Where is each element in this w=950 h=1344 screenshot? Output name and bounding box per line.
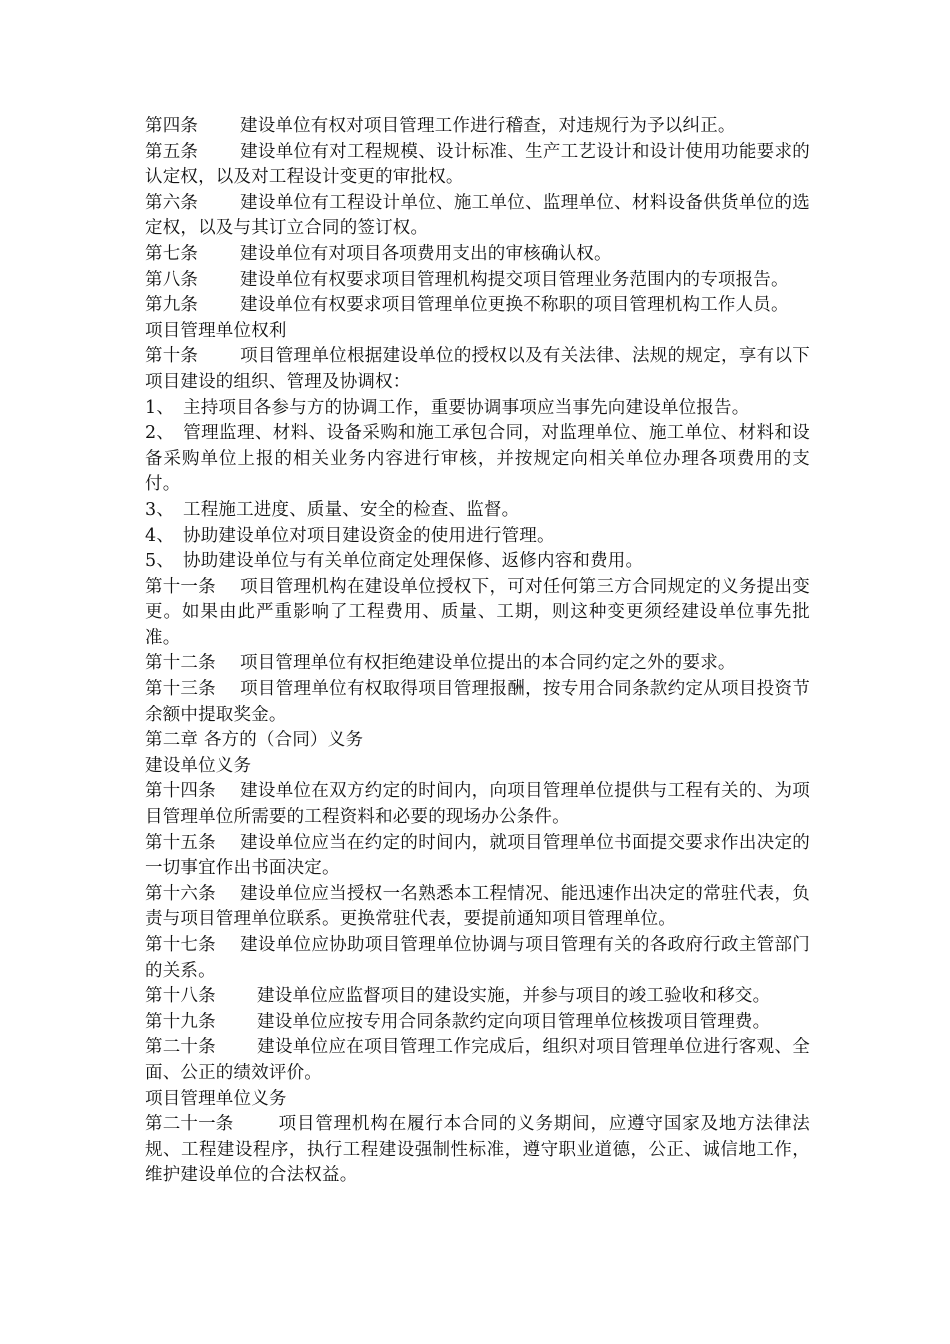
article-16 xyxy=(145,882,810,933)
article-text: 建设单位有权要求项目管理单位更换不称职的项目管理机构工作人员。 xyxy=(240,295,789,316)
article-text: 项目管理机构在履行本合同的义务期间，应遵守国家及地方法律法规、工程建设程序，执行工程建设强制性标准，遵守职业道德，公正、诚信地工作，维护建设单位的合法权益。 xyxy=(145,1114,810,1186)
article-9 xyxy=(145,293,810,319)
article-8 xyxy=(145,268,810,294)
article-text: 建设单位有工程设计单位、施工单位、监理单位、材料设备供货单位的选定权，以及与其订立合同的签订权。 xyxy=(145,192,810,239)
article-text: 建设单位应按专用合同条款约定向项目管理单位核拨项目管理费。 xyxy=(257,1011,771,1032)
list-item xyxy=(145,549,810,575)
article-text: 建设单位应协助项目管理单位协调与项目管理有关的各政府行政主管部门的关系。 xyxy=(145,935,810,981)
document-body xyxy=(145,114,810,1189)
article-label: 第十条 xyxy=(145,346,199,367)
article-text: 建设单位在双方约定的时间内，向项目管理单位提供与工程有关的、为项目管理单位所需要的工程资料和必要的现场办公条件。 xyxy=(145,781,810,828)
article-19 xyxy=(145,1010,810,1036)
article-label: 第十五条 xyxy=(145,832,216,853)
article-text: 建设单位有权要求项目管理机构提交项目管理业务范围内的专项报告。 xyxy=(240,269,789,290)
article-text: 建设单位应在项目管理工作完成后，组织对项目管理单位进行客观、全面、公正的绩效评价。 xyxy=(145,1037,810,1083)
article-text: 建设单位有对项目各项费用支出的审核确认权。 xyxy=(240,243,612,264)
list-item xyxy=(145,498,810,524)
article-label: 第十一条 xyxy=(145,576,216,597)
article-12 xyxy=(145,651,810,677)
article-label: 第六条 xyxy=(145,192,199,213)
list-text: 管理监理、材料、设备采购和施工承包合同，对监理单位、施工单位、材料和设备采购单位上报的相关业务内容进行审核，并按规定向相关单位办理各项费用的支付。 xyxy=(145,423,810,495)
article-label: 第十六条 xyxy=(145,883,216,904)
article-label: 第十八条 xyxy=(145,986,216,1007)
article-label: 第四条 xyxy=(145,116,199,136)
article-label: 第五条 xyxy=(145,141,199,162)
article-18 xyxy=(145,984,810,1010)
list-number: 2、 xyxy=(145,423,175,444)
article-text: 建设单位有对工程规模、设计标准、生产工艺设计和设计使用功能要求的认定权，以及对工程设计变更的审批权。 xyxy=(145,141,810,188)
list-text: 工程施工进度、质量、安全的检查、监督。 xyxy=(183,499,520,520)
article-label: 第二十一条 xyxy=(145,1114,234,1135)
article-5 xyxy=(145,140,810,191)
list-number: 4、 xyxy=(145,525,175,546)
article-text: 建设单位应监督项目的建设实施，并参与项目的竣工验收和移交。 xyxy=(257,986,771,1007)
article-text: 项目管理单位根据建设单位的授权以及有关法律、法规的规定，享有以下项目建设的组织、管理及协调权： xyxy=(145,346,810,392)
list-text: 协助建设单位对项目建设资金的使用进行管理。 xyxy=(183,525,555,546)
article-label: 第九条 xyxy=(145,295,199,316)
article-text: 建设单位有权对项目管理工作进行稽查，对违规行为予以纠正。 xyxy=(240,116,736,136)
article-13 xyxy=(145,677,810,728)
article-label: 第十二条 xyxy=(145,653,216,674)
section-heading: 项目管理单位义务 xyxy=(145,1088,287,1109)
list-number: 1、 xyxy=(145,397,175,418)
list-number: 5、 xyxy=(145,551,175,572)
article-text: 建设单位应当在约定的时间内，就项目管理单位书面提交要求作出决定的一切事宜作出书面决定。 xyxy=(145,832,810,879)
list-item xyxy=(145,421,810,498)
article-14 xyxy=(145,779,810,830)
list-text: 主持项目各参与方的协调工作，重要协调事项应当事先向建设单位报告。 xyxy=(183,397,750,418)
article-6 xyxy=(145,191,810,242)
article-text: 建设单位应当授权一名熟悉本工程情况、能迅速作出决定的常驻代表，负责与项目管理单位联系。更换常驻代表，要提前通知项目管理单位。 xyxy=(145,883,810,930)
article-21 xyxy=(145,1112,810,1189)
article-4 xyxy=(145,114,810,140)
article-label: 第十四条 xyxy=(145,781,216,802)
article-10 xyxy=(145,344,810,395)
article-text: 项目管理机构在建设单位授权下，可对任何第三方合同规定的义务提出变更。如果由此严重影响了工程费用、质量、工期，则这种变更须经建设单位事先批准。 xyxy=(145,576,810,648)
list-item xyxy=(145,396,810,422)
section-heading: 建设单位义务 xyxy=(145,755,252,776)
article-text: 项目管理单位有权取得项目管理报酬，按专用合同条款约定从项目投资节余额中提取奖金。 xyxy=(145,679,810,725)
article-20 xyxy=(145,1035,810,1086)
article-label: 第八条 xyxy=(145,269,199,290)
article-7 xyxy=(145,242,810,268)
article-text: 项目管理单位有权拒绝建设单位提出的本合同约定之外的要求。 xyxy=(240,653,736,674)
article-label: 第十三条 xyxy=(145,679,216,700)
article-label: 第七条 xyxy=(145,243,199,264)
list-number: 3、 xyxy=(145,499,175,520)
article-label: 第十七条 xyxy=(145,935,216,955)
article-17 xyxy=(145,933,810,984)
article-15 xyxy=(145,831,810,882)
article-11 xyxy=(145,575,810,652)
list-item xyxy=(145,524,810,550)
article-label: 第十九条 xyxy=(145,1011,216,1032)
chapter-heading: 第二章 各方的（合同）义务 xyxy=(145,730,364,751)
article-label: 第二十条 xyxy=(145,1037,216,1058)
section-heading: 项目管理单位权利 xyxy=(145,320,287,341)
list-text: 协助建设单位与有关单位商定处理保修、返修内容和费用。 xyxy=(183,551,644,572)
